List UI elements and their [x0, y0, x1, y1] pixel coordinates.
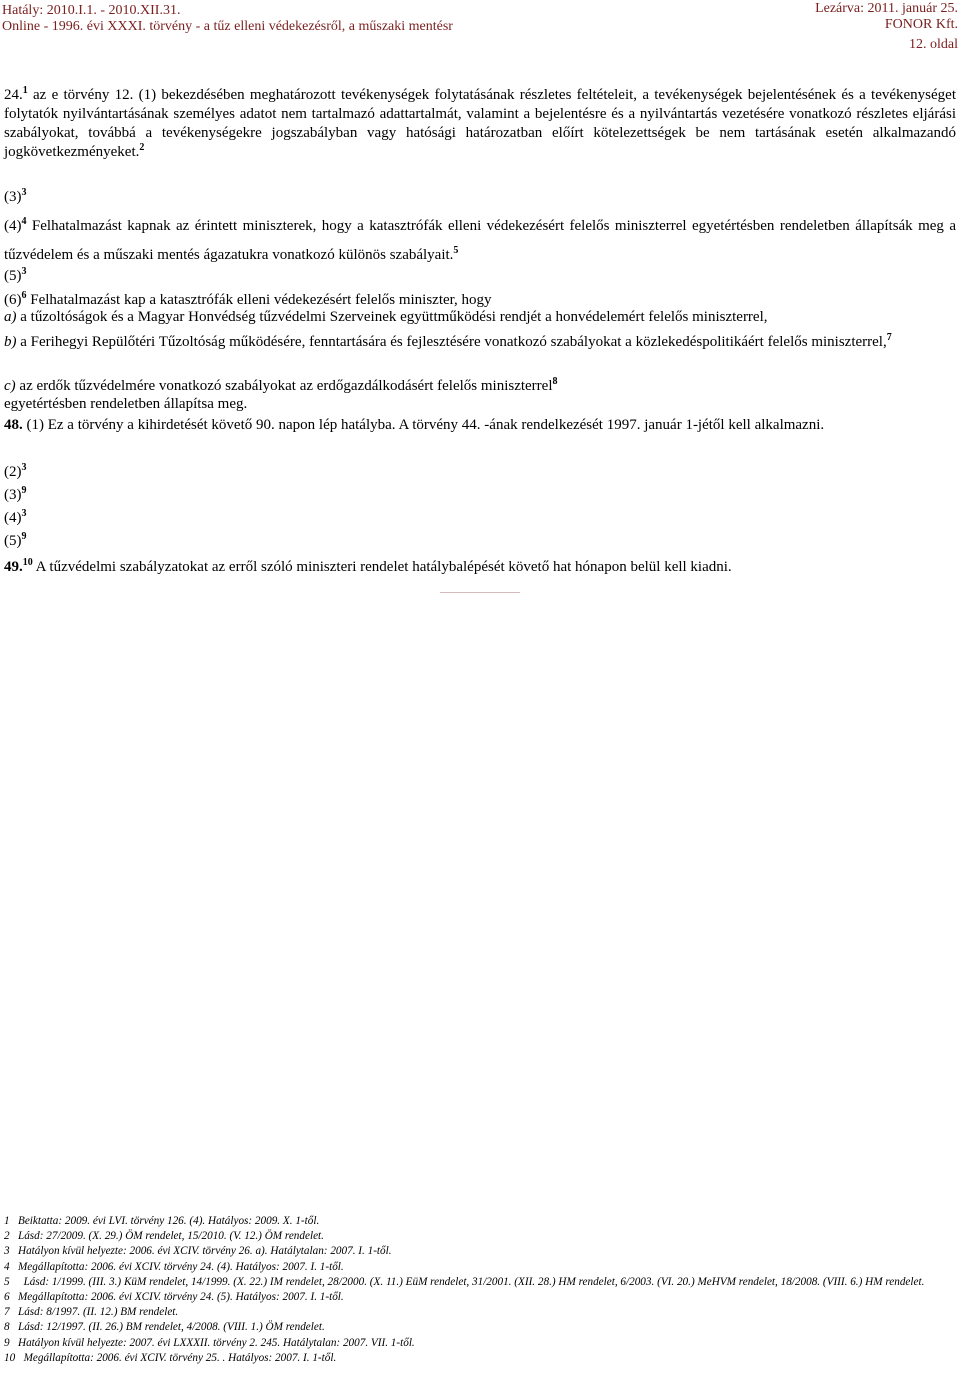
footnote-item: 7 Lásd: 8/1997. (II. 12.) BM rendelet. [4, 1306, 179, 1319]
end-separator [440, 592, 520, 593]
section-49 [4, 558, 956, 577]
page-header [0, 0, 960, 58]
section-number: 49. [4, 559, 23, 575]
point-text: a Ferihegyi Repülőtéri Tűzoltóság működésére, fenntartására és fejlesztésére vonatkozó szabályokat a közlekedéspolitikáért felelős miniszterrel, [16, 334, 887, 350]
footnote-ref[interactable]: 3 [21, 508, 27, 519]
point-b [4, 328, 956, 356]
footnote-ref[interactable]: 5 [453, 245, 459, 256]
validity-range: Hatály: 2010.I.1. - 2010.XII.31. [2, 3, 181, 18]
paragraph-5 [4, 267, 956, 286]
point-letter: a) [4, 309, 17, 325]
footnote-item: 4 Megállapította: 2006. évi XCIV. törvény 24. (4). Hatályos: 2007. I. 1-től. [4, 1260, 344, 1273]
paragraph-label: (3) [4, 487, 22, 503]
paragraph-label: (3) [4, 189, 22, 205]
point-text: a tűzoltóságok és a Magyar Honvédség tűzvédelmi Szerveinek együttműködési rendjét a honvédelemért felelős miniszterrel, [16, 309, 768, 325]
paragraph-text: Felhatalmazást kapnak az érintett miniszterek, hogy a katasztrófák elleni védekezésért felelős miniszterrel egyetértésben rendeletben állapítsák meg a tűzvédelem és a műszaki mentés ágazatukra vonatkozó különös szabályait. [4, 218, 956, 263]
footnote-item: 8 Lásd: 12/1997. (II. 26.) BM rendelet, 4/2008. (VIII. 1.) ÖM rendelet. [4, 1321, 325, 1334]
footnote-item: 1 Beiktatta: 2009. évi LVI. törvény 126. (4). Hatályos: 2009. X. 1-től. [4, 1215, 320, 1227]
footnote-ref[interactable]: 3 [21, 187, 27, 198]
footnote-item: 3 Hatályon kívül helyezte: 2006. évi XCIV. törvény 26. a). Hatálytalan: 2007. I. 1-től. [4, 1245, 392, 1258]
section-48-paragraph-2 [4, 463, 956, 482]
document-title: Online - 1996. évi XXXI. törvény - a tűz elleni védekezésről, a műszaki mentésr [2, 19, 453, 34]
footnote-ref[interactable]: 10 [22, 557, 33, 568]
footnote-item: 6 Megállapította: 2006. évi XCIV. törvény 24. (5). Hatályos: 2007. I. 1-től. [4, 1291, 344, 1304]
paragraph-text: Felhatalmazást kap a katasztrófák elleni védekezésért felelős miniszter, hogy [26, 292, 492, 308]
section-number: 24. [4, 87, 23, 103]
footnote-item: 2 Lásd: 27/2009. (X. 29.) ÖM rendelet, 15/2010. (V. 12.) ÖM rendelet. [4, 1230, 324, 1243]
section-text: (1) Ez a törvény a kihirdetését követő 90. napon lép hatályba. A törvény 44. -ának rendelkezését 1997. január 1-jétől kell alkalmazni. [22, 417, 825, 433]
section-48-paragraph-4 [4, 509, 956, 528]
point-letter: c) [4, 378, 16, 394]
footnote-ref[interactable]: 3 [21, 266, 27, 277]
footnotes [4, 1214, 956, 1366]
paragraph-label: (4) [4, 218, 22, 234]
footnote-ref[interactable]: 1 [22, 85, 28, 96]
footnote-ref[interactable]: 4 [21, 216, 27, 227]
footnote-item: 5 Lásd: 1/1999. (III. 3.) KüM rendelet, 14/1999. (X. 22.) IM rendelet, 28/2000. (X. 11.) EüM rendelet, 31/2001. (XII. 28.) HM rendelet, 6/2003. (VI. 20.) MeHVM rendelet, 18/2008. (VIII. 6.) HM rendelet. [4, 1275, 925, 1288]
footnote-item: 10 Megállapította: 2006. évi XCIV. törvény 25. . Hatályos: 2007. I. 1-től. [4, 1351, 337, 1364]
point-c [4, 377, 956, 396]
section-48-paragraph-3 [4, 486, 956, 505]
point-text: az erdők tűzvédelmére vonatkozó szabályokat az erdőgazdálkodásért felelős miniszterrel [15, 378, 553, 394]
section-text: A tűzvédelmi szabályzatokat az erről szóló miniszteri rendelet hatálybalépését követő hat hónapon belül kell kiadni. [32, 559, 732, 575]
point-c-continuation [4, 395, 956, 414]
footnote-ref[interactable]: 2 [139, 142, 145, 153]
paragraph-label: (2) [4, 464, 22, 480]
page-number: 12. oldal [909, 37, 958, 52]
footnote-item: 9 Hatályon kívül helyezte: 2007. évi LXXXII. törvény 2. 245. Hatálytalan: 2007. VII. 1-től. [4, 1336, 415, 1349]
section-24 [4, 86, 956, 162]
publisher: FONOR Kft. [884, 17, 958, 32]
paragraph-3 [4, 188, 956, 207]
footnote-ref[interactable]: 8 [552, 376, 558, 387]
footnote-ref[interactable]: 3 [21, 462, 27, 473]
point-text: egyetértésben rendeletben állapítsa meg. [4, 396, 248, 412]
footnote-ref[interactable]: 6 [21, 290, 27, 301]
paragraph-label: (5) [4, 533, 22, 549]
footnote-ref[interactable]: 9 [21, 485, 27, 496]
point-a [4, 308, 956, 327]
paragraph-label: (4) [4, 510, 22, 526]
section-48-paragraph-5 [4, 532, 956, 551]
closed-date: Lezárva: 2011. január 25. [815, 1, 958, 16]
point-letter: b) [4, 334, 17, 350]
footnote-ref[interactable]: 7 [886, 332, 892, 343]
paragraph-label: (5) [4, 268, 22, 284]
section-48 [4, 416, 956, 435]
footnote-ref[interactable]: 9 [21, 531, 27, 542]
section-number: 48. [4, 417, 23, 433]
section-text: az e törvény 12. (1) bekezdésében meghatározott tevékenységek folytatásának részletes feltételeit, a tevékenységek bejelentésének és a tevékenységet folytatók nyilvántartásának személyes adatot nem tartalmazó adattartalmát, valamint a bejelentésre és a nyilvántartás vezetésére vonatkozó részletes eljárási szabályokat, továbbá a tevékenységekre jogszabályban vagy hatósági határozatban előírt kötelezettségek be nem tartásának esetén alkalmazandó jogkövetkezményeket. [4, 87, 956, 160]
paragraph-4 [4, 212, 956, 270]
paragraph-label: (6) [4, 292, 22, 308]
